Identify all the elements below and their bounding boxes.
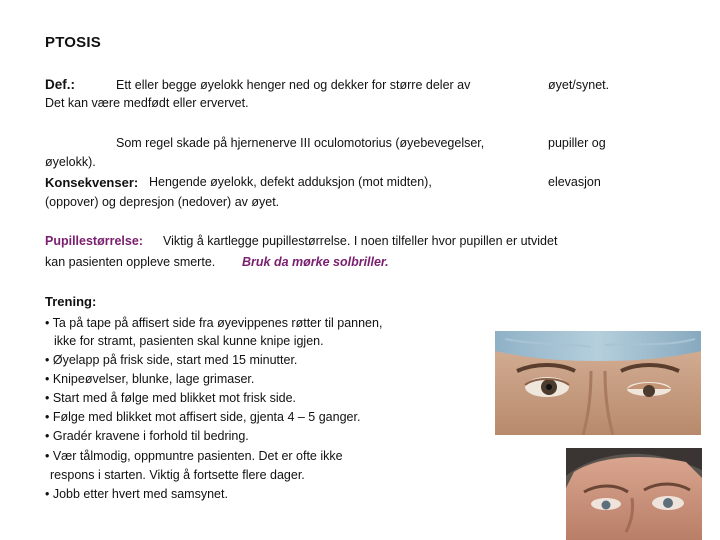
list-item: • Øyelapp på frisk side, start med 15 minutter.	[45, 353, 298, 367]
definition-label: Def.:	[45, 77, 75, 92]
page-title: PTOSIS	[45, 34, 101, 51]
list-item: ikke for stramt, pasienten skal kunne knipe igjen.	[54, 334, 324, 348]
patient-face-image	[495, 331, 701, 435]
pupil-emphasis: Bruk da mørke solbriller.	[242, 255, 389, 269]
cause-text-1a: Som regel skade på hjernenerve III oculomotorius (øyebevegelser,	[116, 136, 485, 150]
pupil-label: Pupillestørrelse:	[45, 234, 143, 248]
cause-text-1b: pupiller og	[548, 136, 606, 150]
consequences-text-1b: elevasjon	[548, 175, 601, 189]
consequences-label: Konsekvenser:	[45, 175, 139, 190]
definition-text-1a: Ett eller begge øyelokk henger ned og dekker for større deler av	[116, 78, 471, 92]
definition-text-2: Det kan være medfødt eller ervervet.	[45, 96, 249, 110]
list-item: • Ta på tape på affisert side fra øyevippenes røtter til pannen,	[45, 316, 383, 330]
list-item: • Start med å følge med blikket mot frisk side.	[45, 391, 296, 405]
pupil-text-2: kan pasienten oppleve smerte.	[45, 255, 216, 269]
list-item: • Gradér kravene i forhold til bedring.	[45, 429, 249, 443]
pupil-text-1: Viktig å kartlegge pupillestørrelse. I noen tilfeller hvor pupillen er utvidet	[163, 234, 558, 248]
list-item: respons i starten. Viktig å fortsette flere dager.	[50, 468, 305, 482]
list-item: • Knipeøvelser, blunke, lage grimaser.	[45, 372, 255, 386]
cause-text-2: øyelokk).	[45, 155, 96, 169]
consequences-text-2: (oppover) og depresjon (nedover) av øyet.	[45, 195, 280, 209]
list-item: • Følge med blikket mot affisert side, gjenta 4 – 5 ganger.	[45, 410, 361, 424]
list-item: • Vær tålmodig, oppmuntre pasienten. Det er ofte ikke	[45, 449, 343, 463]
list-item: • Jobb etter hvert med samsynet.	[45, 487, 228, 501]
patient-photo-2	[566, 448, 702, 540]
definition-text-1b: øyet/synet.	[548, 78, 610, 92]
patient-face-image-2	[566, 448, 702, 540]
training-label: Trening:	[45, 294, 97, 309]
patient-photo-1	[495, 331, 701, 435]
consequences-text-1a: Hengende øyelokk, defekt adduksjon (mot midten),	[149, 175, 432, 189]
